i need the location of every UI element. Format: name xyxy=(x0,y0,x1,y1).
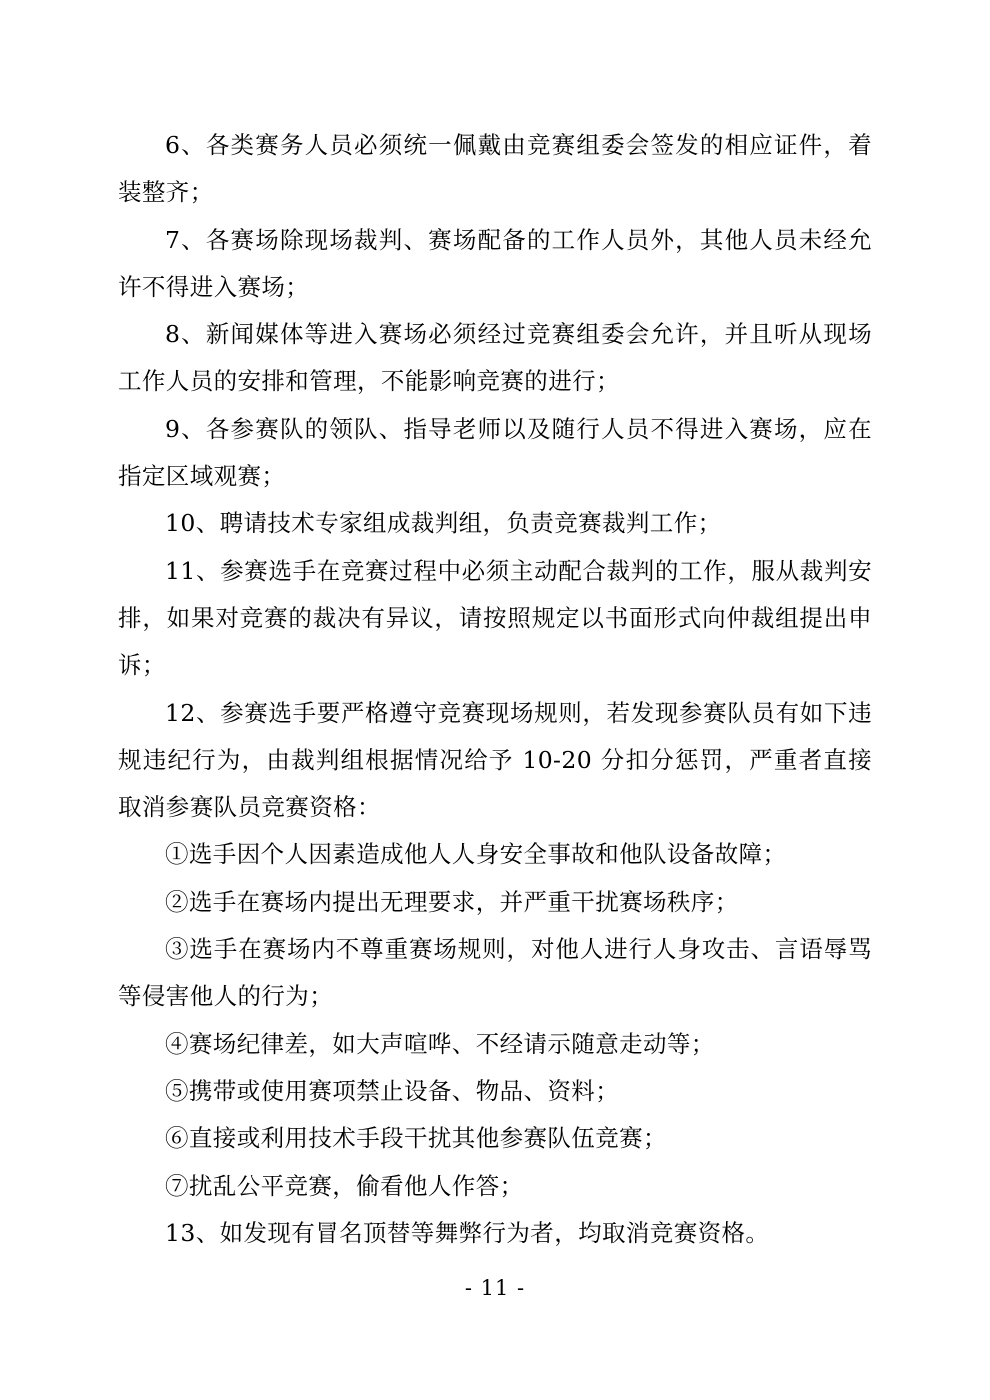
page-number: - 11 - xyxy=(464,1276,526,1300)
paragraph-rule-10: 10、聘请技术专家组成裁判组，负责竞赛裁判工作； xyxy=(165,509,722,538)
list-item-violation-4: ④赛场纪律差，如大声喧哗、不经请示随意走动等； xyxy=(165,1029,715,1058)
list-item-violation-3: ③选手在赛场内不尊重赛场规则，对他人进行人身攻击、言语辱骂等侵害他人的行为； xyxy=(118,935,872,1011)
list-item-violation-5: ⑤携带或使用赛项禁止设备、物品、资料； xyxy=(165,1076,620,1105)
paragraph-rule-12: 12、参赛选手要严格遵守竞赛现场规则，若发现参赛队员有如下违规违纪行为，由裁判组根据情况给予 10-20 分扣分惩罚，严重者直接取消参赛队员竞赛资格： xyxy=(118,698,872,822)
paragraph-rule-11: 11、参赛选手在竞赛过程中必须主动配合裁判的工作，服从裁判安排，如果对竞赛的裁决有异议，请按照规定以书面形式向仲裁组提出申诉； xyxy=(118,556,872,680)
document-body xyxy=(118,122,872,1257)
list-item-violation-7: ⑦扰乱公平竞赛，偷看他人作答； xyxy=(165,1171,524,1200)
paragraph-rule-8: 8、新闻媒体等进入赛场必须经过竞赛组委会允许，并且听从现场工作人员的安排和管理，不能影响竞赛的进行； xyxy=(118,320,872,396)
list-item-violation-1: ①选手因个人因素造成他人人身安全事故和他队设备故障； xyxy=(165,840,787,869)
list-item-violation-6: ⑥直接或利用技术手段干扰其他参赛队伍竞赛； xyxy=(165,1124,667,1153)
paragraph-rule-13: 13、如发现有冒名顶替等舞弊行为者，均取消竞赛资格。 xyxy=(165,1218,770,1247)
paragraph-rule-6: 6、各类赛务人员必须统一佩戴由竞赛组委会签发的相应证件，着装整齐； xyxy=(118,131,872,207)
paragraph-rule-9: 9、各参赛队的领队、指导老师以及随行人员不得进入赛场，应在指定区域观赛； xyxy=(118,414,872,491)
paragraph-rule-7: 7、各赛场除现场裁判、赛场配备的工作人员外，其他人员未经允许不得进入赛场； xyxy=(118,225,872,301)
list-item-violation-2: ②选手在赛场内提出无理要求，并严重干扰赛场秩序； xyxy=(165,887,739,916)
